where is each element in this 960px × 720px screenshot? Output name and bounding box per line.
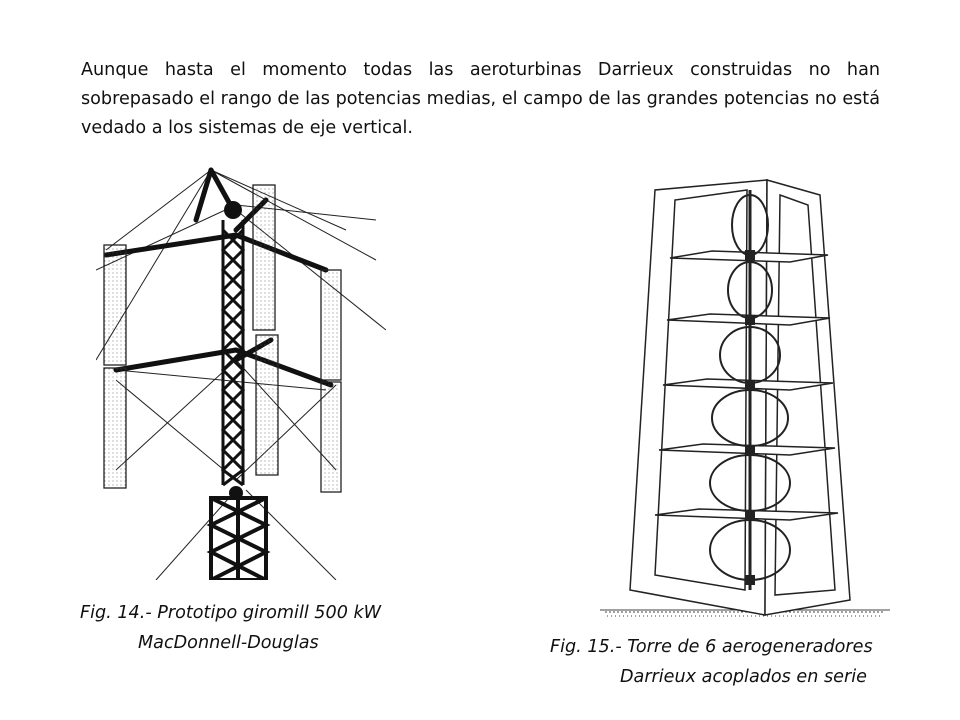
figure-14-caption (80, 598, 440, 658)
darrieux-tower-illustration (595, 150, 895, 620)
figure-14-caption-line1: Fig. 14.- Prototipo giromill 500 kW (80, 603, 382, 623)
giromill-illustration (96, 160, 386, 580)
figure-14-caption-line2: MacDonnell-Douglas (138, 633, 319, 653)
figure-15-caption (550, 632, 930, 692)
figure-15-caption-line1: Fig. 15.- Torre de 6 aerogeneradores (550, 637, 873, 657)
intro-paragraph: Aunque hasta el momento todas las aeroturbinas Darrieux construidas no han sobrepasado el rango de las potencias medias, el campo de las grandes potencias no está vedado a los sistemas de eje vertical. (81, 60, 880, 138)
figure-15-caption-line2: Darrieux acoplados en serie (620, 667, 867, 687)
